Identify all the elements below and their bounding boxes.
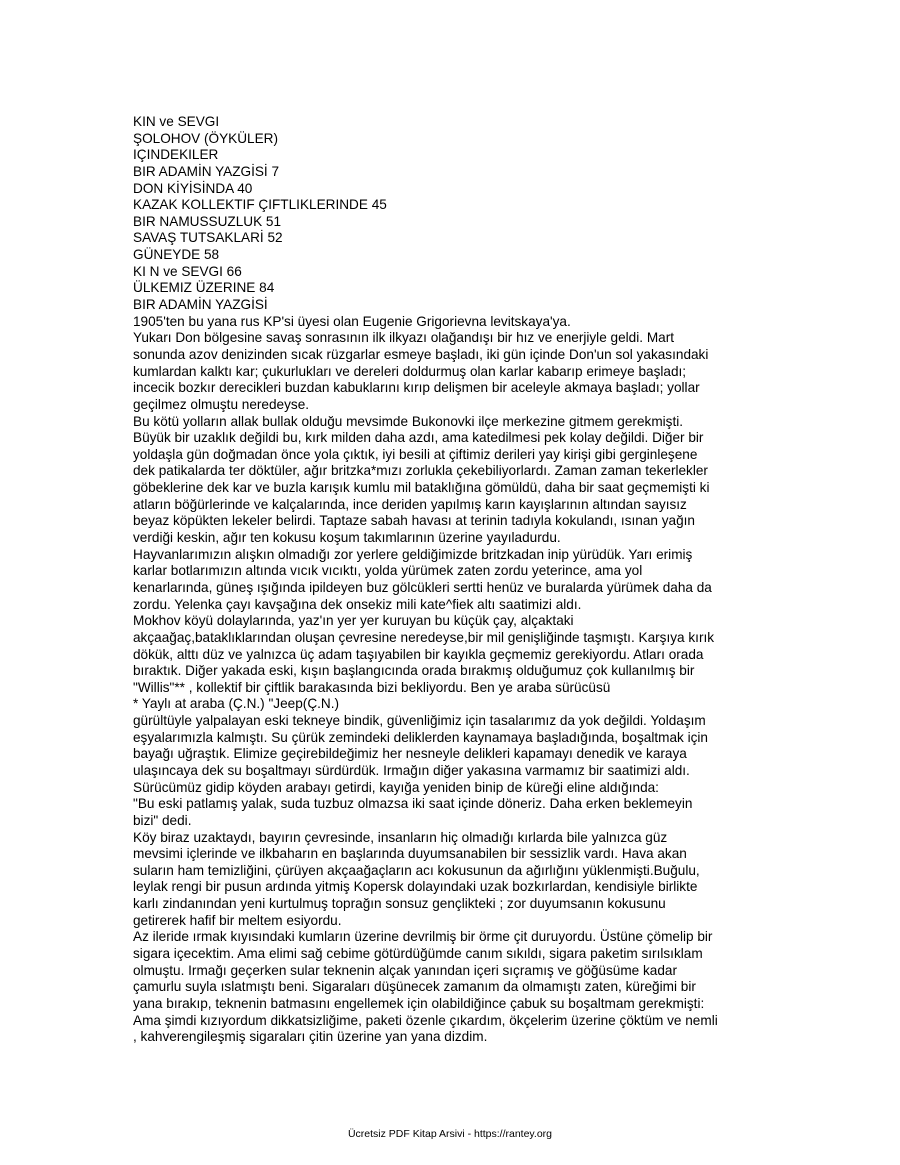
- text-line: Bu kötü yolların allak bullak olduğu mevsimde Bukonovki ilçe merkezine gitmem gerekmişti.: [133, 413, 684, 429]
- toc-line: DON KİYİSİNDA 40: [133, 180, 253, 196]
- text-line: * Yaylı at araba (Ç.N.) "Jeep(Ç.N.): [133, 696, 340, 712]
- text-line: karlı zindanından yeni kurtulmuş toprağın sonsuz gençlikteki ; zor duyumsanın kokusunu: [133, 896, 666, 912]
- toc-line: BIR ADAMİN YAZGİSİ 7: [133, 163, 280, 179]
- text-line: olmuştu. Irmağı geçerken sular teknenin alçak yanından içeri sıçramış ve göğüsüme kadar: [133, 962, 678, 978]
- text-line: sonunda azov denizinden sıcak rüzgarlar esmeye başladı, iki gün içinde Don'un sol yakasındaki: [133, 346, 709, 362]
- text-line: Ama şimdi kızıyordum dikkatsizliğime, paketi özenle çıkardım, ökçelerim üzerine çöktüm ve nemli: [133, 1012, 718, 1028]
- text-line: ulaşıncaya dek su boşaltmayı sürdürdük. Irmağın diğer yakasına varmamız bir saatimizi aldı.: [133, 762, 690, 778]
- text-line: Büyük bir uzaklık değildi bu, kırk milden daha azdı, ama katedilmesi pek kolay değildi. Diğer bir: [133, 430, 704, 446]
- text-line: suların ham temizliğini, çürüyen akçaağaçların acı kokusunun da ağırlığını yüklenmişti.Buğulu,: [133, 862, 700, 878]
- toc-line: IÇINDEKILER: [133, 147, 219, 163]
- toc-line: KI N ve SEVGI 66: [133, 263, 242, 279]
- text-line: , kahverengileşmiş sigaraları çitin üzerine yan yana dizdim.: [133, 1029, 488, 1045]
- text-line: eşyalarımızla kalmıştı. Su çürük zemindeki deliklerden kaynamaya başladığında, boşaltmak için: [133, 729, 708, 745]
- text-line: "Willis"** , kollektif bir çiftlik barakasında bizi bekliyordu. Ben ye araba sürücüsü: [133, 679, 611, 695]
- text-line: dek patikalarda ter döktüler, ağır britzka*mızı zorlukla çekebiliyorlardı. Zaman zaman tekerlekler: [133, 463, 708, 479]
- text-line: kenarlarında, güneş ışığında ipildeyen buz gölcükleri sertti henüz ve buralarda yürümek daha da: [133, 579, 712, 595]
- text-line: leylak rengi bir pusun ardında yitmiş Kopersk dolayındaki uzak bozkırlardan, kendisiyle birlikte: [133, 879, 698, 895]
- text-line: geçilmez olmuştu neredeyse.: [133, 396, 310, 412]
- text-line: Sürücümüz gidip köyden arabayı getirdi, kayığa yeniden binip de küreği eline aldığında:: [133, 779, 659, 795]
- text-line: mevsimi içlerinde ve ilkbaharın en başlarında duyumsanabilen bir sessizlik vardı. Hava akan: [133, 846, 687, 862]
- text-line: getirerek hafif bir meltem esiyordu.: [133, 912, 342, 928]
- toc-line: KIN ve SEVGI: [133, 114, 220, 129]
- text-line: akçaağaç,bataklıklarından oluşan çevresine neredeyse,bir mil genişliğinde taşmıştı. Karşıya kırık: [133, 629, 715, 645]
- text-line: beyaz köpükten lekeler belirdi. Taptaze sabah havası at terinin tadıyla kokulandı, ısınan yağın: [133, 513, 695, 529]
- toc-line: GÜNEYDE 58: [133, 247, 220, 263]
- toc-line: KAZAK KOLLEKTIF ÇIFTLIKLERINDE 45: [133, 197, 387, 213]
- text-line: Köy biraz uzaktaydı, bayırın çevresinde, insanların hiç olmadığı kırlarda bile yalnızca güz: [133, 829, 668, 845]
- toc-line: BIR ADAMİN YAZGİSİ: [133, 297, 268, 313]
- text-line: incecik bozkır derecikleri buzdan kabuklarını kırıp delişmen bir aceleyle akmaya başladı; yollar: [133, 380, 700, 396]
- text-line: sigara içecektim. Ama elimi sağ cebime götürdüğümde canım sıkıldı, sigara paketim sırılsıklam: [133, 946, 703, 962]
- text-line: verdiği keskin, ağır ten kokusu koşum takımlarının üzerine yayıladurdu.: [133, 530, 561, 546]
- text-line: Hayvanlarımızın alışkın olmadığı zor yerlere geldiğimizde britzkadan inip yürüdük. Yarı erimiş: [133, 546, 693, 562]
- text-line: Mokhov köyü dolaylarında, yaz'ın yer yer kuruyan bu küçük çay, alçaktaki: [133, 613, 574, 629]
- text-line: "Bu eski patlamış yalak, suda tuzbuz olmazsa iki saat içinde döneriz. Daha erken beklemeyin: [133, 796, 693, 812]
- text-line: atların böğürlerinde ve kalçalarında, ince deriden yapılmış karın kayışlarının altından sayısız: [133, 496, 687, 512]
- text-line: Yukarı Don bölgesine savaş sonrasının ilk ilkyazı olağandışı bir hız ve enerjiyle geldi. Mart: [133, 330, 675, 346]
- text-line: dökük, alttı düz ve yalnızca üç adam taşıyabilen bir kayıkla geçmemiz gerekiyordu. Atları orada: [133, 646, 704, 662]
- text-line: çamurlu suyla ıslatmıştı beni. Sigaraları düşünecek zamanım da olmamıştı zaten, küreğimi bir: [133, 979, 696, 995]
- text-line: Az ileride ırmak kıyısındaki kumların üzerine devrilmiş bir örme çit duruyordu. Üstüne çömelip bir: [133, 929, 713, 945]
- page-footer: Ücretsiz PDF Kitap Arsivi - https://rantey.org: [347, 1128, 553, 1140]
- text-line: bıraktık. Diğer yakada eski, kışın başlangıcında orada bırakmış olduğumuz çok kullanılmış bir: [133, 663, 695, 679]
- story-text: [133, 314, 785, 1046]
- text-line: 1905'ten bu yana rus KP'si üyesi olan Eugenie Grigorievna levitskaya'ya.: [133, 313, 571, 329]
- text-line: bizi" dedi.: [133, 812, 192, 828]
- table-of-contents: [133, 114, 785, 314]
- document-body: [133, 114, 785, 1046]
- toc-line: SAVAŞ TUTSAKLARİ 52: [133, 230, 283, 246]
- text-line: gürültüyle yalpalayan eski tekneye bindik, güvenliğimiz için tasalarımız da yok değildi. Yoldaşım: [133, 713, 706, 729]
- text-line: bayağı uğraştık. Elimize geçirebildeğimiz her nesneyle delikleri kapamayı denedik ve karaya: [133, 746, 687, 762]
- text-line: göbeklerine dek kar ve buzla karışık kumlu mil bataklığına gömüldü, daha bir saat geçmemişti ki: [133, 480, 710, 496]
- text-line: yoldaşla gün doğmadan önce yola çıktık, iyi besili at çiftimiz derileri yay kirişi gibi gerginleşene: [133, 446, 698, 462]
- text-line: karlar botlarımızın altında vıcık vıcıktı, yolda yürümek zaten zordu yeterince, ama yol: [133, 563, 643, 579]
- text-line: zordu. Yelenka çayı kavşağına dek onsekiz mili kate^fiek altı saatimizi aldı.: [133, 596, 582, 612]
- toc-line: ŞOLOHOV (ÖYKÜLER): [133, 130, 279, 146]
- toc-line: BIR NAMUSSUZLUK 51: [133, 213, 282, 229]
- text-line: kumlardan kalktı kar; çukurlukları ve dereleri doldurmuş olan karlar kabarıp erimeye başladı;: [133, 363, 687, 379]
- text-line: yana bırakıp, teknenin batmasını engellemek için olabildiğince çabuk su boşaltmam gerekmişti:: [133, 995, 705, 1011]
- toc-line: ÜLKEMIZ ÜZERINE 84: [133, 280, 275, 296]
